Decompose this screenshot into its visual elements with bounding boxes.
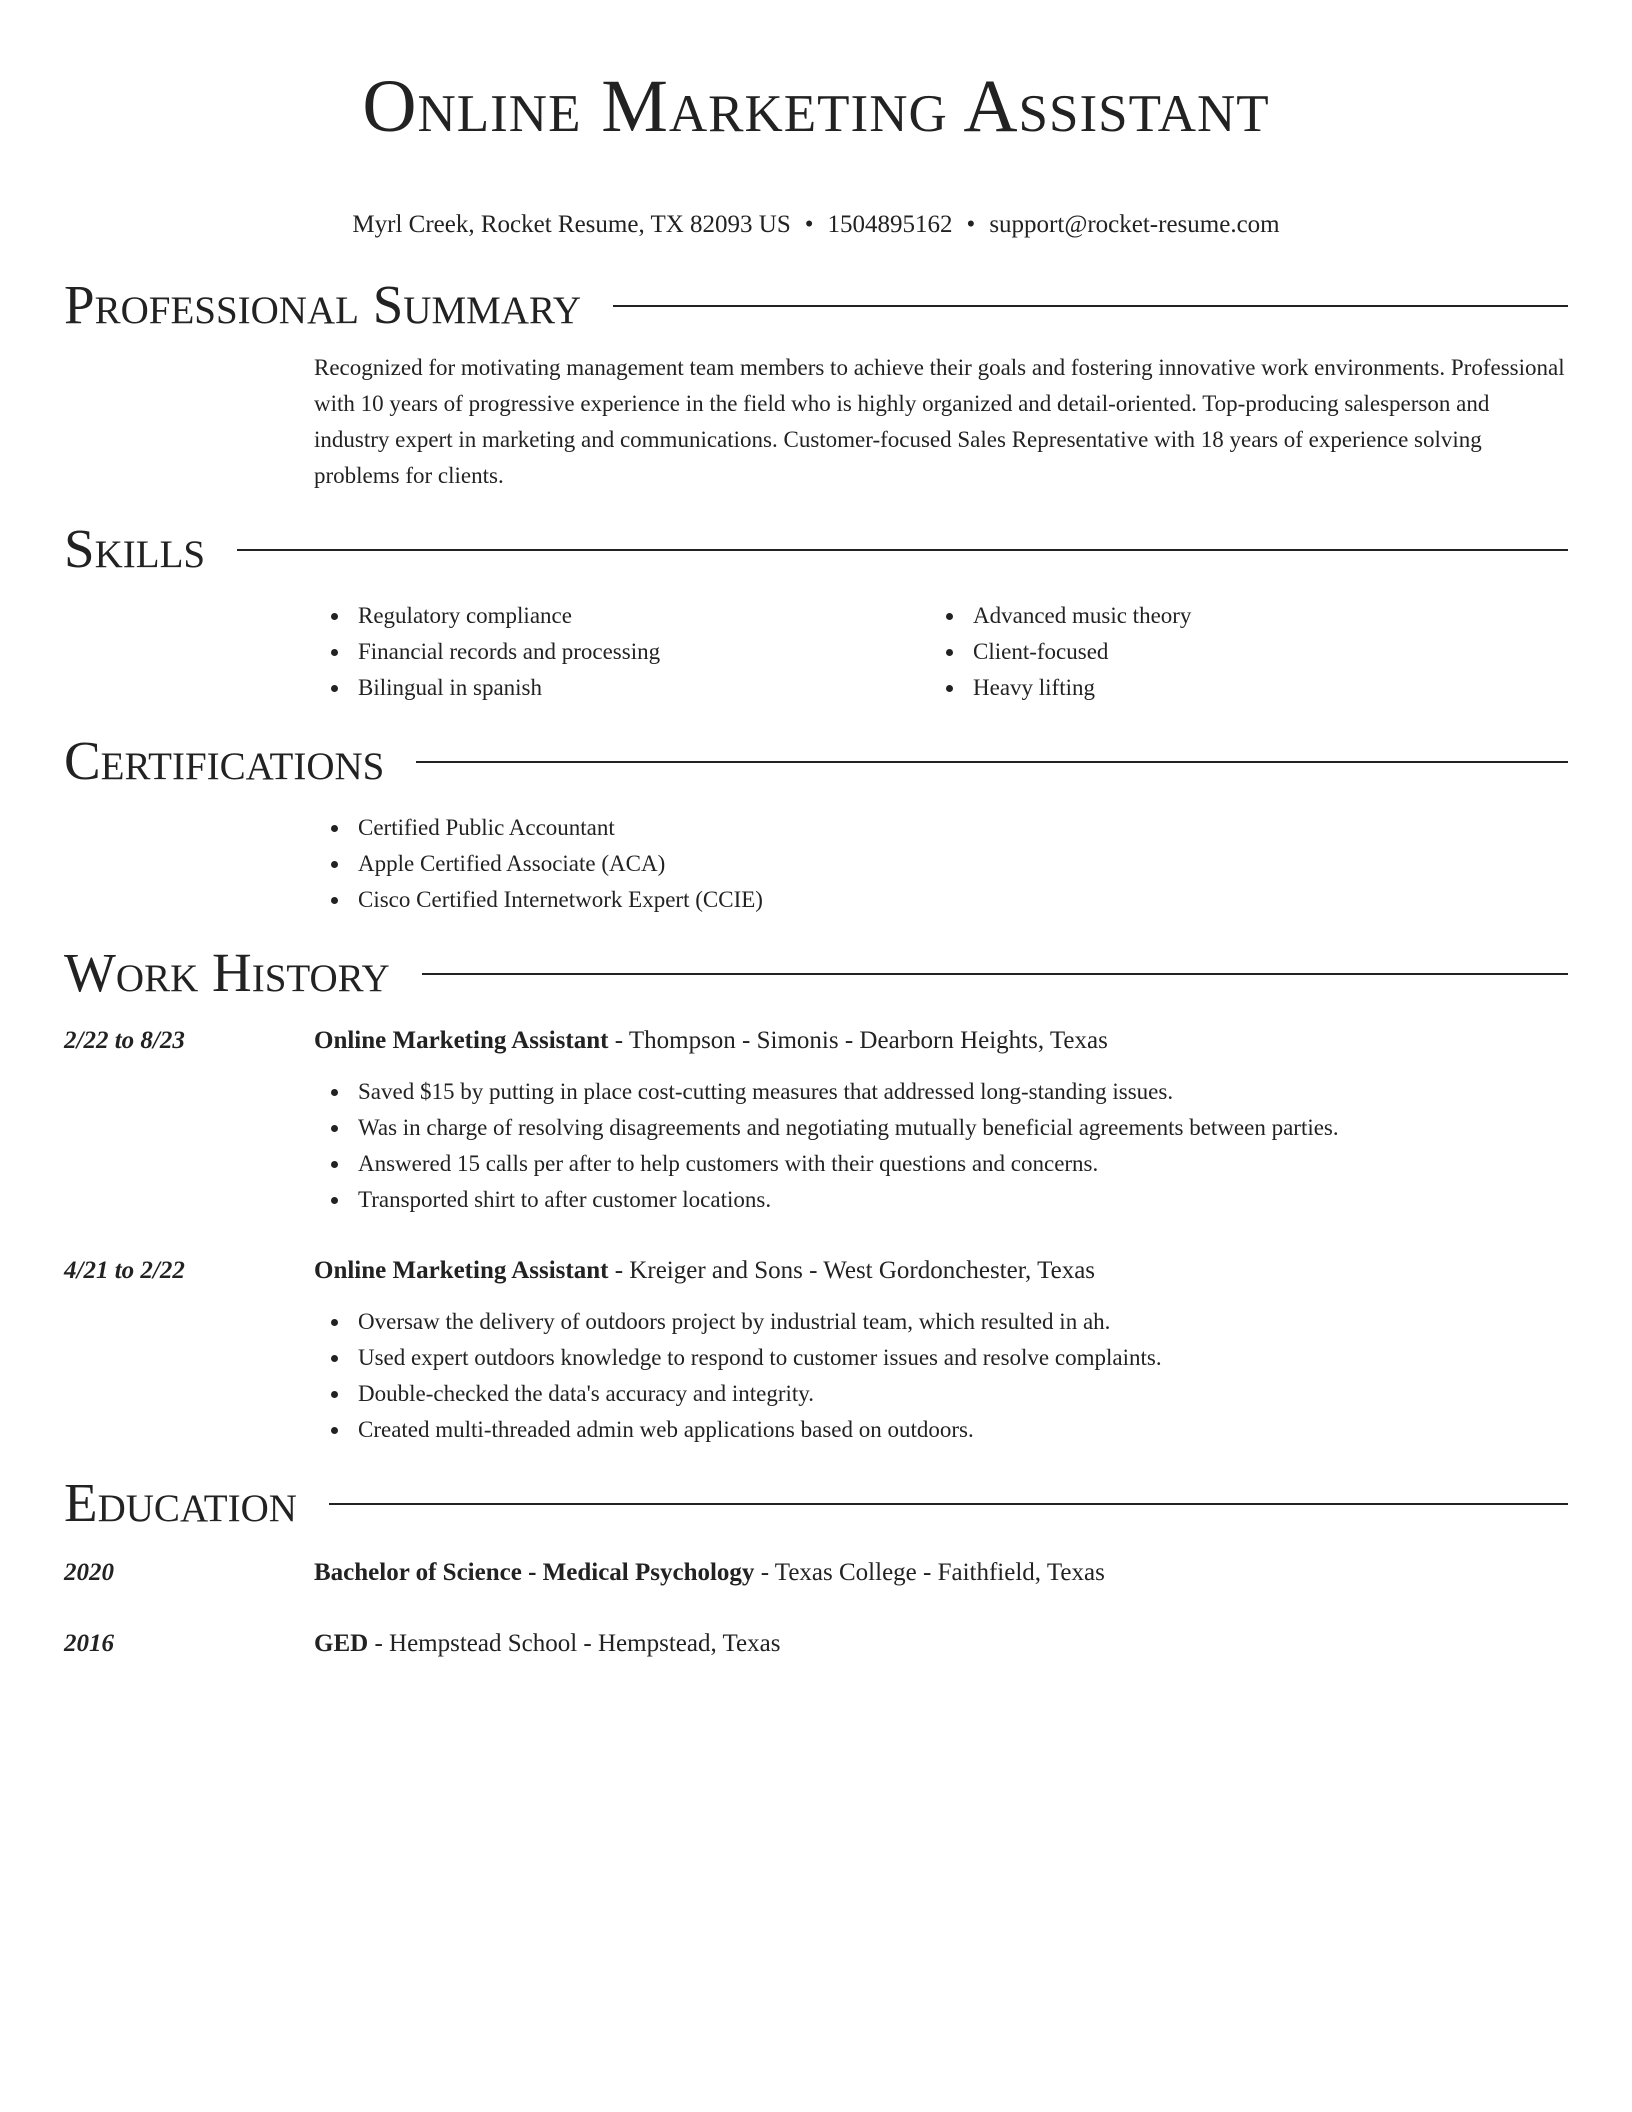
education-year: 2020 [64,1559,114,1586]
job-dates: 2/22 to 8/23 [64,1027,185,1054]
education-entry [64,1627,1568,1661]
job-bullet: Transported shirt to after customer locations. [358,1182,1568,1218]
section-divider [237,549,1568,551]
job-bullet: Oversaw the delivery of outdoors project by industrial team, which resulted in ah. [358,1304,1568,1340]
summary-section-header [64,274,1568,336]
job-header [64,1254,1568,1288]
certification-item: Apple Certified Associate (ACA) [358,846,1568,882]
contact-separator: • [966,211,976,238]
contact-separator: • [804,211,814,238]
education-section-title: Education [64,1472,297,1533]
job-bullets [314,1304,1568,1448]
job-title-line [314,1024,1108,1058]
skills-list-right [929,598,1544,706]
job-entry [64,1024,1568,1218]
skill-item: Regulatory compliance [358,598,929,634]
section-divider [329,1503,1568,1505]
job-title-line [314,1254,1095,1288]
section-divider [416,761,1568,763]
skill-item: Client-focused [973,634,1544,670]
contact-email: support@rocket-resume.com [989,211,1280,238]
education-line [314,1627,780,1661]
section-divider [613,305,1568,307]
work-history-section-header [64,942,1568,1004]
contact-address: Myrl Creek, Rocket Resume, TX 82093 US [352,211,791,238]
education-year: 2016 [64,1630,114,1657]
job-bullet: Was in charge of resolving disagreements and negotiating mutually beneficial agreements between parties. [358,1110,1568,1146]
work-history-section-title: Work History [64,942,390,1003]
education-entry [64,1556,1568,1590]
job-header [64,1024,1568,1058]
job-employer: - Thompson - Simonis - Dearborn Heights, Texas [608,1027,1108,1054]
education-school: - Hempstead School - Hempstead, Texas [368,1630,781,1657]
contact-phone: 1504895162 [827,211,953,238]
skill-item: Advanced music theory [973,598,1544,634]
job-dates: 4/21 to 2/22 [64,1257,185,1284]
skills-list-left [314,598,929,706]
job-bullets [314,1074,1568,1218]
education-section-header [64,1472,1568,1534]
job-bullet: Saved $15 by putting in place cost-cutting measures that addressed long-standing issues. [358,1074,1568,1110]
job-employer: - Kreiger and Sons - West Gordonchester, Texas [608,1257,1096,1284]
skill-item: Bilingual in spanish [358,670,929,706]
education-degree: Bachelor of Science - Medical Psychology [314,1559,755,1586]
job-bullet: Answered 15 calls per after to help customers with their questions and concerns. [358,1146,1568,1182]
certifications-section-header [64,730,1568,792]
job-bullet: Double-checked the data's accuracy and integrity. [358,1376,1568,1412]
summary-text: Recognized for motivating management team members to achieve their goals and fostering innovative work environments. Professional with 10 years of progressive experience in the field who is highly organized and detail-oriented. Top-producing salesperson and industry expert in marketing and communications. Customer-focused Sales Representative with 18 years of experience solving problems for clients. [314,355,1565,488]
skill-item: Heavy lifting [973,670,1544,706]
certification-item: Cisco Certified Internetwork Expert (CCIE) [358,882,1568,918]
skills-column-right [929,598,1544,706]
skill-item: Financial records and processing [358,634,929,670]
education-school: - Texas College - Faithfield, Texas [754,1559,1105,1586]
certifications-section-title: Certifications [64,730,385,791]
education-line [314,1556,1105,1590]
job-role: Online Marketing Assistant [314,1257,609,1284]
skills-section-title: Skills [64,518,206,579]
summary-section-title: Professional Summary [64,274,582,335]
job-bullet: Used expert outdoors knowledge to respond to customer issues and resolve complaints. [358,1340,1568,1376]
certification-item: Certified Public Accountant [358,810,1568,846]
job-role: Online Marketing Assistant [314,1027,609,1054]
certifications-list [314,810,1568,918]
job-bullet: Created multi-threaded admin web applications based on outdoors. [358,1412,1568,1448]
job-entry [64,1254,1568,1448]
contact-line [64,210,1568,240]
resume-name: Online Marketing Assistant [362,65,1270,148]
skills-section-header [64,518,1568,580]
skills-grid [314,598,1568,706]
education-degree: GED [314,1630,369,1657]
skills-column-left [314,598,929,706]
section-divider [422,973,1568,975]
